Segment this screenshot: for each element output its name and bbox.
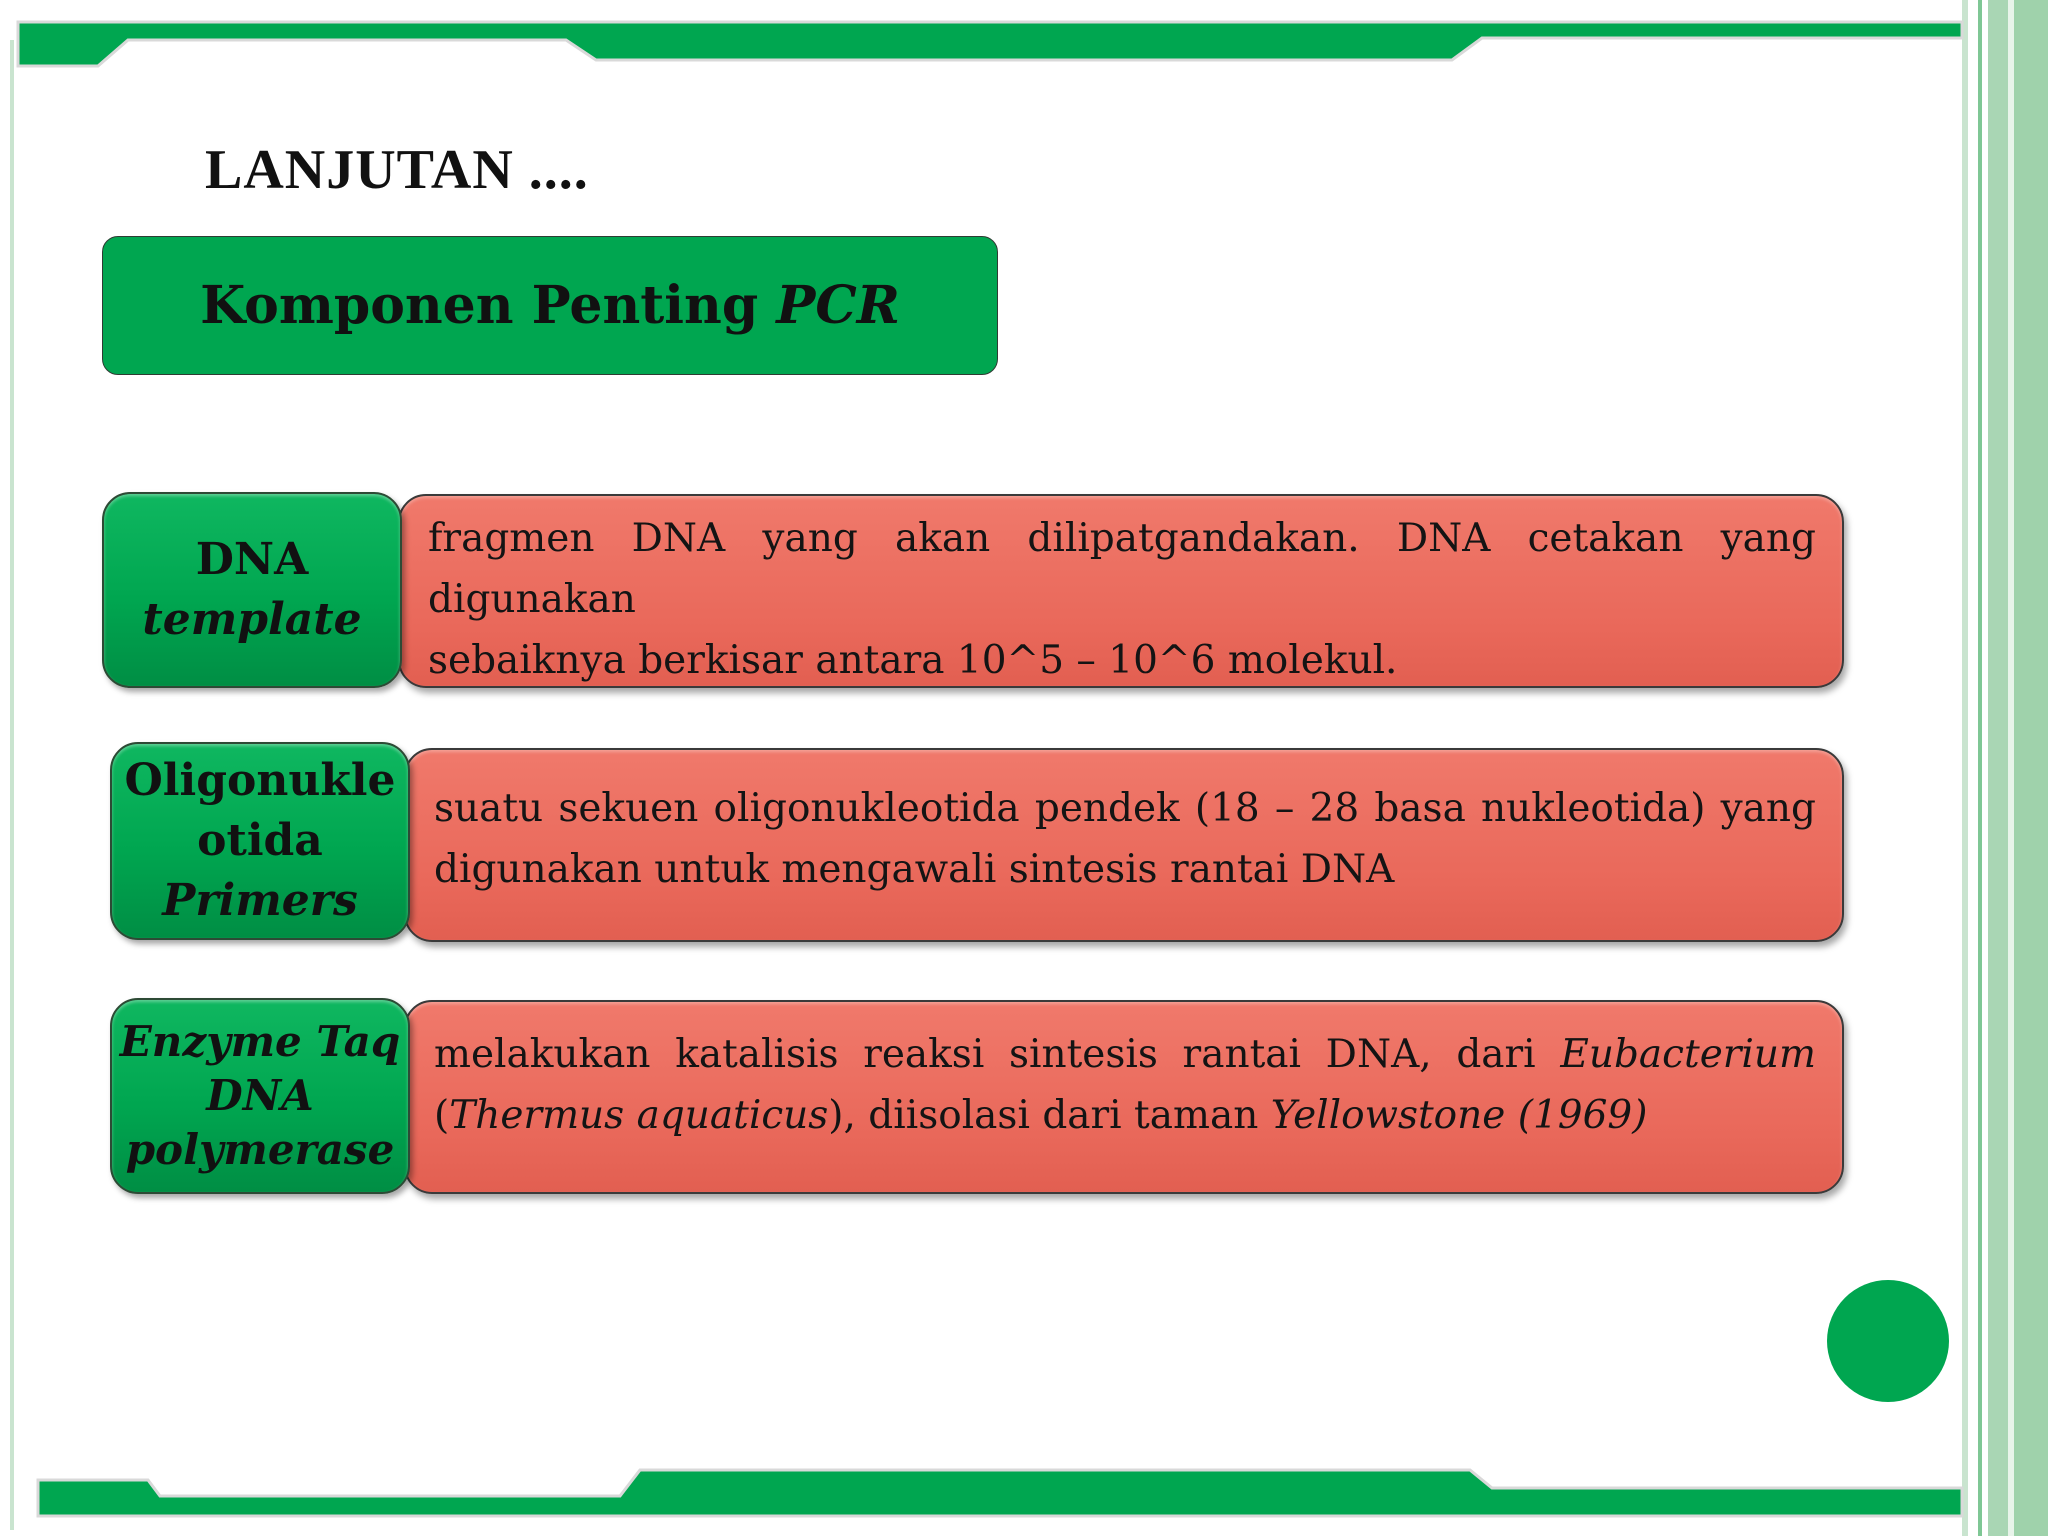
subtitle-text: Komponen Penting — [200, 275, 759, 336]
description-line: fragmen DNA yang akan dilipatgandakan. DNA cetakan yang digunakan — [428, 516, 1816, 622]
term-line: polymerase — [125, 1125, 395, 1174]
term-line: template — [142, 594, 362, 645]
decorative-circle — [1827, 1280, 1949, 1402]
term-line: Enzyme Taq — [119, 1017, 401, 1066]
description-line — [434, 1085, 1816, 1146]
species-name: Thermus aquaticus — [449, 1093, 829, 1138]
component-description-dna-template — [398, 494, 1844, 688]
component-description-taq-polymerase — [404, 1000, 1844, 1194]
term-line: DNA — [195, 534, 309, 585]
term-line: Primers — [162, 875, 358, 926]
place-name: Yellowstone (1969) — [1270, 1093, 1648, 1138]
component-term-primers — [110, 742, 410, 940]
description-line: digunakan untuk mengawali sintesis rantai DNA — [434, 847, 1395, 892]
description-text: melakukan katalisis reaksi sintesis rantai DNA, dari — [434, 1032, 1536, 1077]
term-line: Oligonukle — [124, 755, 396, 806]
term-line: DNA — [206, 1071, 314, 1120]
subtitle-box — [102, 236, 998, 375]
description-text: ), diisolasi dari taman — [828, 1093, 1259, 1138]
slide-heading: LANJUTAN .... — [205, 139, 589, 201]
component-description-primers — [404, 748, 1844, 942]
component-term-taq-polymerase — [110, 998, 410, 1194]
description-line: sebaiknya berkisar antara 10^5 – 10^6 molekul. — [428, 638, 1398, 683]
description-line: suatu sekuen oligonukleotida pendek (18 – 28 basa nukleotida) yang — [434, 786, 1816, 831]
component-term-dna-template — [102, 492, 402, 688]
species-genus: Eubacterium — [1560, 1032, 1816, 1077]
description-line — [434, 1024, 1816, 1085]
term-line: otida — [197, 815, 323, 866]
open-paren: ( — [434, 1093, 450, 1138]
subtitle-emphasis: PCR — [776, 275, 900, 336]
